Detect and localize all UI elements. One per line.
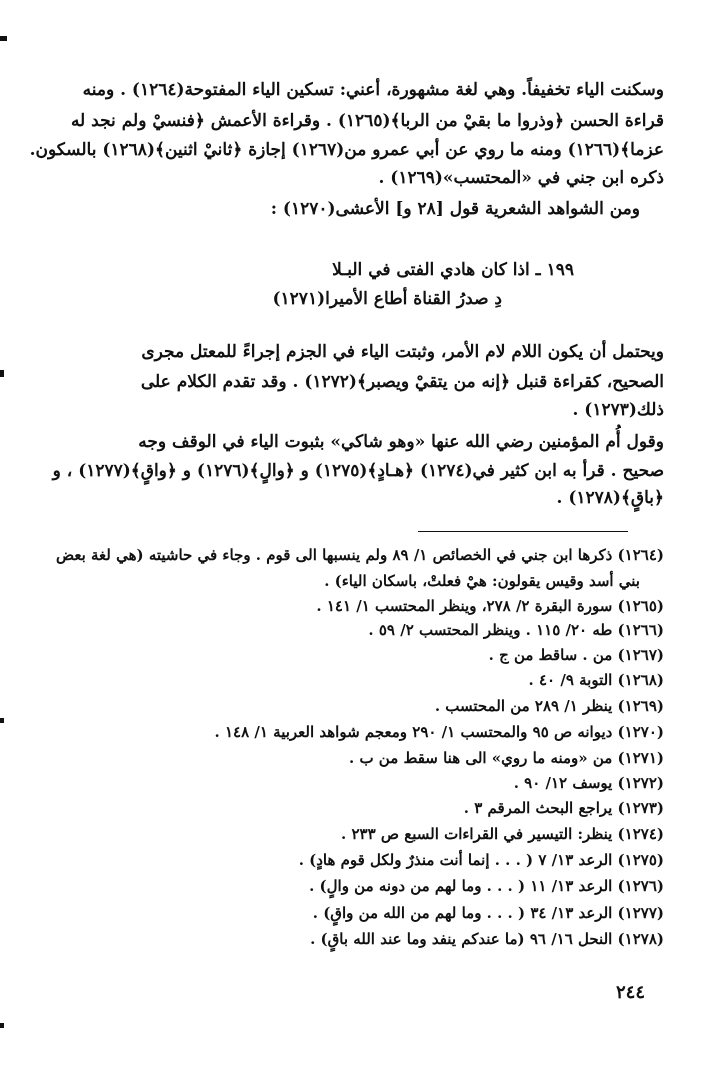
footnote-line: (١٢٧٦) الرعد ١٣/ ١١ ( . . . وما لهم من دونه من والٍ) . [309, 877, 664, 895]
footnote-line: (١٢٧٠) ديوانه ص ٩٥ والمحتسب ١/ ٢٩٠ ومعجم شواهد العربية ١/ ١٤٨ . [214, 723, 664, 741]
page-number: ٢٤٤ [615, 982, 645, 1003]
footnote-separator [418, 531, 628, 532]
footnote-line: (١٢٧٨) النحل ١٦/ ٩٦ (ما عندكم ينفد وما عند الله باقٍ) . [310, 930, 664, 948]
body-line: ﴿باقٍ﴾(١٢٧٨) . [556, 488, 664, 508]
footnote-line: (١٢٦٧) من . ساقط من ج . [488, 646, 664, 664]
body-line: الصحيح، كقراءة قنبل ﴿إنه من يتقيْ ويصبر﴾(١٢٧٢) . وقد تقدم الكلام على [140, 372, 664, 392]
footnote-line: (١٢٧١) من «ومنه ما روي» الى هنا سقط من ب . [349, 749, 664, 767]
body-line: ومن الشواهد الشعرية قول [٢٨ و] الأعشى(١٢٧٠) : [270, 199, 640, 219]
footnote-line: (١٢٧٧) الرعد ١٣/ ٣٤ ( . . . وما لهم من الله من واقٍ) . [312, 904, 664, 922]
scan-edge-mark-lower [0, 718, 4, 723]
footnote-line: (١٢٧٢) يوسف ١٢/ ٩٠ . [513, 774, 664, 792]
scan-edge-mark-top [0, 36, 7, 41]
verse-first-hemistich: ١٩٩ ـ اذا كان هادي الفتى في البـلا [332, 260, 574, 280]
body-line: ذكره ابن جني في «المحتسب»(١٢٦٩) . [378, 168, 664, 188]
footnote-line: (١٢٦٦) طه ٢٠/ ١١٥ . وينظر المحتسب ٢/ ٥٩ . [368, 621, 664, 639]
body-line: ويحتمل أن يكون اللام لام الأمر، وثبتت الياء في الجزم إجراءً للمعتل مجرى [141, 342, 664, 362]
body-line: صحيح . قرأ به ابن كثير في(١٢٧٤) ﴿هـادٍ﴾(١٢٧٥) و ﴿والٍ﴾(١٢٧٦) و ﴿واقٍ﴾(١٢٧٧) ، و [52, 461, 664, 481]
footnote-line: (١٢٦٥) سورة البقرة ٢/ ٢٧٨، وينظر المحتسب ١/ ١٤١ . [316, 597, 664, 615]
body-line: وسكنت الياء تخفيفاً. وهي لغة مشهورة، أعني: تسكين الياء المفتوحة(١٢٦٤) . ومنه [82, 80, 664, 100]
footnote-line: (١٢٦٨) التوبة ٩/ ٤٠ . [528, 671, 664, 689]
footnote-line: بني أسد وقيس يقولون: هيْ فعلتْ، باسكان الياء) . [324, 572, 640, 590]
verse-second-hemistich: دِ صدرُ القناة أطاع الأميرا(١٢٧١) [272, 289, 502, 309]
body-line: عزما﴾(١٢٦٦) ومنه ما روي عن أبي عمرو من(١٢٦٧) إجازة ﴿ثانيْ اثنين﴾(١٢٦٨) بالسكون. [29, 140, 664, 160]
scan-edge-mark-middle [0, 370, 4, 377]
footnote-line: (١٢٧٤) ينظر: التيسير في القراءات السبع ص ٢٣٣ . [341, 825, 664, 843]
body-line: ذلك(١٢٧٣) . [572, 400, 664, 420]
scan-edge-mark-bottom [0, 1023, 4, 1028]
footnote-line: (١٢٧٣) يراجع البحث المرقم ٣ . [463, 799, 664, 817]
footnote-line: (١٢٧٥) الرعد ١٣/ ٧ ( . . . إنما أنت منذرٌ ولكل قوم هادٍ) . [298, 851, 664, 869]
footnote-line: (١٢٦٩) ينظر ١/ ٢٨٩ من المحتسب . [434, 697, 664, 715]
body-line: وقول أُم المؤمنين رضي الله عنها «وهو شاكي» بثبوت الياء في الوقف وجه [138, 432, 664, 452]
footnote-line: (١٢٦٤) ذكرها ابن جني في الخصائص ١/ ٨٩ ولم ينسبها الى قوم . وجاء في حاشيته (هي لغة بعض [56, 546, 664, 564]
body-line: قراءة الحسن ﴿وذروا ما بقيْ من الربا﴾(١٢٦٥) . وقراءة الأعمش ﴿فنسيْ ولم نجد له [70, 111, 664, 131]
